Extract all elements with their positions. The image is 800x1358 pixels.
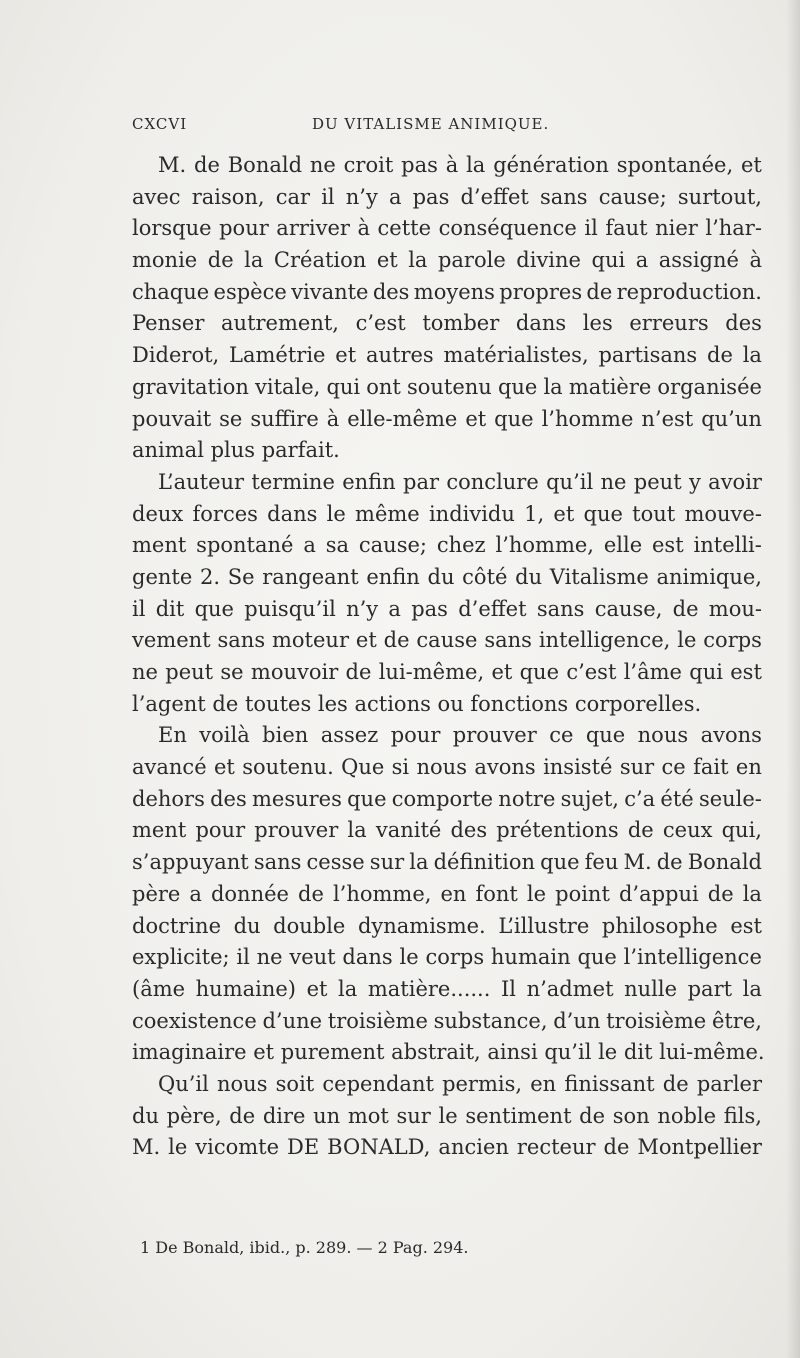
text-line: Qu’il nous soit cependant permis, en finissant de parler [158,1071,762,1096]
text-line: Penser autrement, c’est tomber dans les erreurs des [132,311,762,336]
text-line: (âme humaine) et la matière...... Il n’admet nulle part la [132,976,762,1001]
text-line: L’auteur termine enfin par conclure qu’il ne peut y avoir [158,469,762,494]
text-line: ment spontané a sa cause; chez l’homme, elle est intelli- [132,533,762,558]
text-line: dehors des mesures que comporte notre sujet, c’a été seule- [132,786,762,811]
text-line: gravitation vitale, qui ont soutenu que la matière organisée [132,374,762,399]
text-line: s’appuyant sans cesse sur la définition que feu M. de Bonald [132,850,762,875]
text-line: gente 2. Se rangeant enfin du côté du Vitalisme animique, [132,564,762,589]
body-text [132,150,765,1164]
text-line: lorsque pour arriver à cette conséquence il faut nier l’har- [132,216,762,241]
text-line: animal plus parfait. [132,438,340,463]
text-line: père a donnée de l’homme, en font le point d’appui de la [132,881,762,906]
text-line: ne peut se mouvoir de lui-même, et que c’est l’âme qui est [132,660,762,684]
text-line: coexistence d’une troisième substance, d’un troisième être, [132,1008,762,1033]
page-edge-shadow [786,0,800,1358]
text-line: imaginaire et purement abstrait, ainsi qu’il le dit lui-même. [132,1040,765,1065]
text-line: avancé et soutenu. Que si nous avons insisté sur ce fait en [132,755,762,780]
text-line: M. de Bonald ne croit pas à la génération spontanée, et [158,153,762,177]
text-line: M. le vicomte DE BONALD, ancien recteur de Montpellier [132,1135,762,1160]
text-line: monie de la Création et la parole divine qui a assigné à [132,248,762,273]
text-line: doctrine du double dynamisme. L’illustre philosophe est [132,913,762,938]
page-header [132,115,754,143]
page-number: CXCVI [132,115,188,133]
text-line: En voilà bien assez pour prouver ce que nous avons [158,723,762,748]
text-line: vement sans moteur et de cause sans intelligence, le corps [132,628,762,653]
text-line: Diderot, Lamétrie et autres matérialistes, partisans de la [132,343,762,368]
text-line: explicite; il ne veut dans le corps humain que l’intelligence [132,945,762,970]
text-line: avec raison, car il n’y a pas d’effet sans cause; surtout, [132,184,762,209]
running-title: DU VITALISME ANIMIQUE. [312,115,550,133]
text-line: l’agent de toutes les actions ou fonctions corporelles. [132,691,702,716]
text-line: ment pour prouver la vanité des prétentions de ceux qui, [132,818,762,843]
text-line: il dit que puisqu’il n’y a pas d’effet sans cause, de mou- [132,596,762,621]
text-line: chaque espèce vivante des moyens propres de reproduction. [132,279,762,304]
text-line: deux forces dans le même individu 1, et que tout mouve- [132,501,762,526]
footnotes: 1 De Bonald, ibid., p. 289. — 2 Pag. 294. [140,1238,469,1257]
text-line: du père, de dire un mot sur le sentiment de son noble fils, [132,1103,762,1128]
text-line: pouvait se suffire à elle-même et que l’homme n’est qu’un [132,406,762,431]
